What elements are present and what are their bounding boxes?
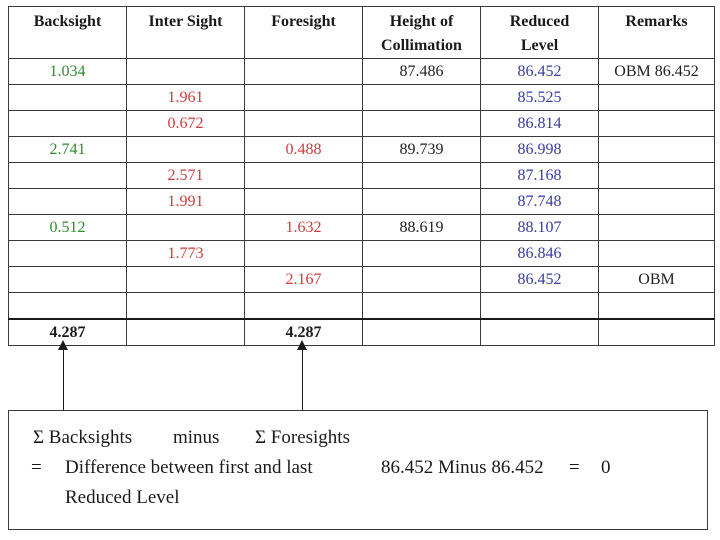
- total-height-of-collimation: [363, 319, 481, 346]
- cell-remarks: OBM: [599, 267, 715, 293]
- header-row: [9, 7, 715, 59]
- header-remarks: Remarks: [599, 7, 715, 59]
- cell-inter-sight: 1.961: [127, 85, 245, 111]
- cell-backsight: [9, 111, 127, 137]
- cell-foresight: [245, 111, 363, 137]
- total-backsight: 4.287: [9, 319, 127, 346]
- arrow-line-backsights: [63, 348, 64, 410]
- cell-backsight: [9, 241, 127, 267]
- difference-text: Difference between first and last: [65, 457, 313, 478]
- cell-inter-sight: 2.571: [127, 163, 245, 189]
- cell-remarks: [599, 241, 715, 267]
- minus-label: minus: [173, 427, 220, 448]
- table-row: [9, 59, 715, 85]
- cell-height-of-collimation: [363, 241, 481, 267]
- cell-inter-sight: 0.672: [127, 111, 245, 137]
- cell-backsight: 0.512: [9, 215, 127, 241]
- total-reduced-level: [481, 319, 599, 346]
- cell-reduced-level: 86.814: [481, 111, 599, 137]
- total-remarks: [599, 319, 715, 346]
- cell-reduced-level: 88.107: [481, 215, 599, 241]
- cell-inter-sight: [127, 293, 245, 320]
- table-row: [9, 215, 715, 241]
- cell-inter-sight: 1.991: [127, 189, 245, 215]
- arrow-line-foresights: [302, 348, 303, 410]
- cell-backsight: [9, 85, 127, 111]
- sum-backsights-label: Σ Backsights: [33, 427, 133, 448]
- cell-backsight: 1.034: [9, 59, 127, 85]
- cell-remarks: OBM 86.452: [599, 59, 715, 85]
- cell-height-of-collimation: [363, 189, 481, 215]
- table-row: [9, 293, 715, 320]
- cell-foresight: [245, 85, 363, 111]
- cell-foresight: 0.488: [245, 137, 363, 163]
- table-row: [9, 137, 715, 163]
- table-row: [9, 267, 715, 293]
- cell-reduced-level: 87.748: [481, 189, 599, 215]
- cell-inter-sight: [127, 59, 245, 85]
- table-row: [9, 241, 715, 267]
- calculation-text: 86.452 Minus 86.452: [381, 457, 544, 478]
- total-foresight: 4.287: [245, 319, 363, 346]
- header-foresight: Foresight: [245, 7, 363, 59]
- total-inter-sight: [127, 319, 245, 346]
- cell-backsight: [9, 189, 127, 215]
- sum-foresights-label: Σ Foresights: [255, 427, 350, 448]
- header-height-of-collimation: Height of Collimation: [363, 7, 481, 59]
- header-inter-sight: Inter Sight: [127, 7, 245, 59]
- table-row: [9, 163, 715, 189]
- cell-height-of-collimation: 89.739: [363, 137, 481, 163]
- cell-foresight: 1.632: [245, 215, 363, 241]
- cell-reduced-level: 86.452: [481, 59, 599, 85]
- table-row: [9, 189, 715, 215]
- cell-height-of-collimation: [363, 163, 481, 189]
- cell-height-of-collimation: [363, 85, 481, 111]
- cell-height-of-collimation: [363, 111, 481, 137]
- cell-backsight: [9, 267, 127, 293]
- totals-row: [9, 319, 715, 346]
- cell-inter-sight: [127, 215, 245, 241]
- cell-remarks: [599, 163, 715, 189]
- cell-height-of-collimation: [363, 293, 481, 320]
- cell-remarks: [599, 189, 715, 215]
- cell-foresight: 2.167: [245, 267, 363, 293]
- result-value: 0: [601, 457, 611, 478]
- table-row: [9, 85, 715, 111]
- levelling-table: [8, 6, 715, 346]
- cell-remarks: [599, 85, 715, 111]
- cell-remarks: [599, 215, 715, 241]
- cell-height-of-collimation: [363, 267, 481, 293]
- cell-backsight: [9, 163, 127, 189]
- equals-sign: =: [31, 457, 42, 478]
- cell-inter-sight: 1.773: [127, 241, 245, 267]
- header-reduced-level: Reduced Level: [481, 7, 599, 59]
- cell-reduced-level: 86.846: [481, 241, 599, 267]
- cell-remarks: [599, 137, 715, 163]
- cell-inter-sight: [127, 137, 245, 163]
- cell-reduced-level: [481, 293, 599, 320]
- cell-remarks: [599, 293, 715, 320]
- cell-reduced-level: 87.168: [481, 163, 599, 189]
- cell-reduced-level: 85.525: [481, 85, 599, 111]
- cell-foresight: [245, 293, 363, 320]
- cell-foresight: [245, 189, 363, 215]
- summary-box: [8, 410, 708, 530]
- result-equals-sign: =: [569, 457, 580, 478]
- cell-remarks: [599, 111, 715, 137]
- cell-height-of-collimation: 87.486: [363, 59, 481, 85]
- header-backsight: Backsight: [9, 7, 127, 59]
- table-row: [9, 111, 715, 137]
- cell-inter-sight: [127, 267, 245, 293]
- cell-foresight: [245, 59, 363, 85]
- cell-backsight: [9, 293, 127, 320]
- reduced-level-text: Reduced Level: [65, 487, 180, 508]
- cell-backsight: 2.741: [9, 137, 127, 163]
- cell-reduced-level: 86.998: [481, 137, 599, 163]
- cell-reduced-level: 86.452: [481, 267, 599, 293]
- cell-height-of-collimation: 88.619: [363, 215, 481, 241]
- cell-foresight: [245, 241, 363, 267]
- cell-foresight: [245, 163, 363, 189]
